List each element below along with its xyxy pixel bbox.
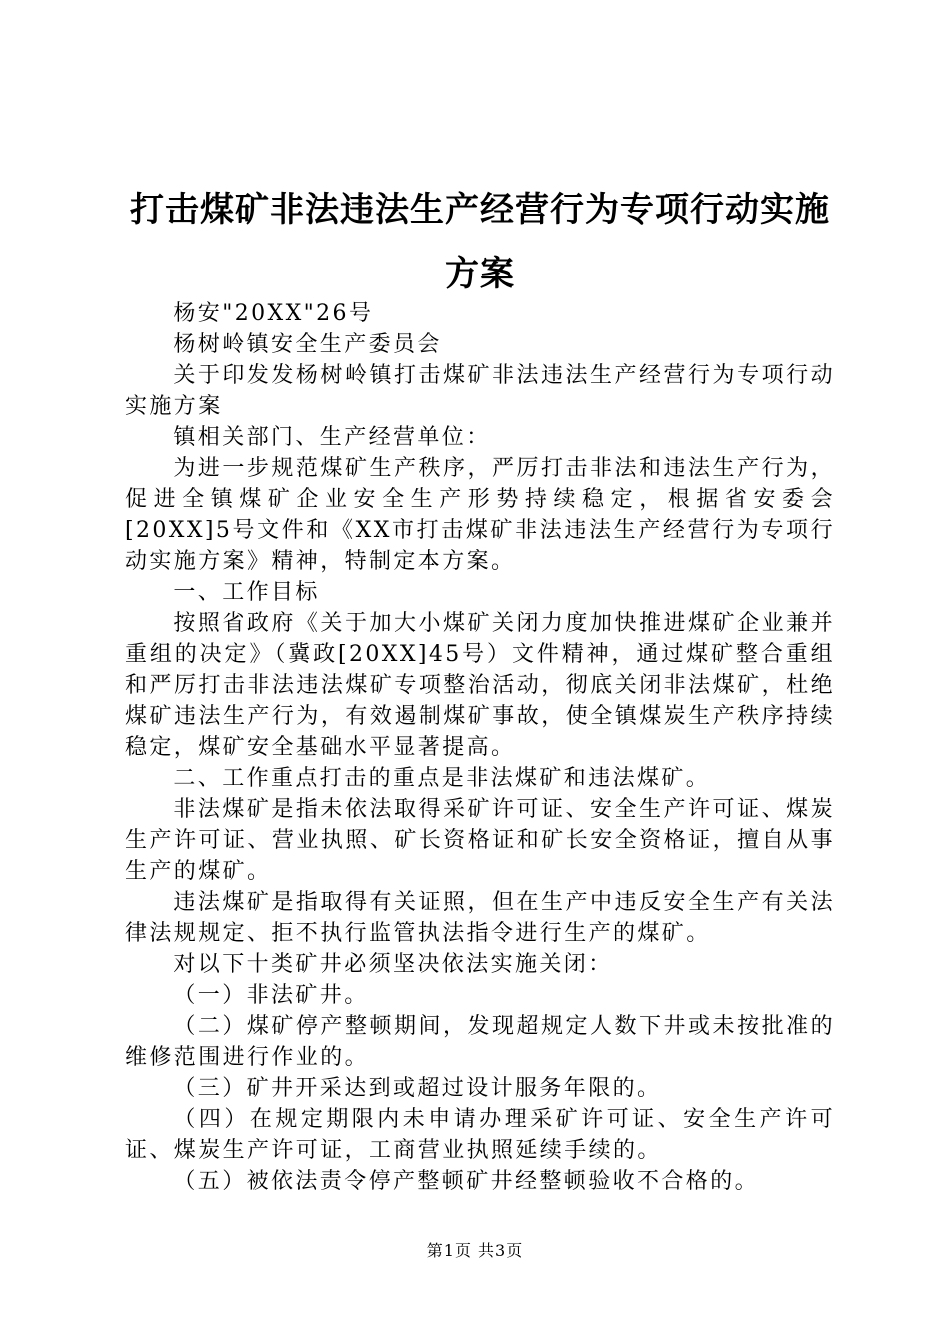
issuing-committee: 杨树岭镇安全生产委员会 bbox=[173, 332, 442, 357]
recipients: 镇相关部门、生产经营单位： bbox=[173, 425, 491, 450]
violating-mine-definition: 违法煤矿是指取得有关证照，但在生产中违反安全生产有关法律法规规定、拒不执行监管执法指令进行生产的煤矿。 bbox=[125, 890, 835, 946]
section-heading-goals: 一、工作目标 bbox=[173, 580, 320, 605]
page-footer: 第1页 共3页 bbox=[426, 1241, 524, 1260]
doc-number: 杨安"20XX"26号 bbox=[173, 301, 374, 326]
document-title: 打击煤矿非法违法生产经营行为专项行动实施方案 bbox=[130, 190, 830, 294]
illegal-mine-definition: 非法煤矿是指未依法取得采矿许可证、安全生产许可证、煤炭生产许可证、营业执照、矿长资格证和矿长安全资格证，擅自从事生产的煤矿。 bbox=[125, 797, 835, 884]
document-body bbox=[125, 298, 835, 1197]
closure-item-3: （三）矿井开采达到或超过设计服务年限的。 bbox=[173, 1076, 662, 1101]
closure-item-1: （一）非法矿井。 bbox=[173, 983, 369, 1008]
closure-item-5: （五）被依法责令停产整顿矿井经整顿验收不合格的。 bbox=[173, 1169, 759, 1194]
goals-paragraph: 按照省政府《关于加大小煤矿关闭力度加快推进煤矿企业兼并重组的决定》（冀政[20XX]45号）文件精神，通过煤矿整合重组和严厉打击非法违法煤矿专项整治活动，彻底关闭非法煤矿，杜绝煤矿违法生产行为，有效遏制煤矿事故，使全镇煤炭生产秩序持续稳定，煤矿安全基础水平显著提高。 bbox=[125, 611, 835, 760]
notice-subject: 关于印发发杨树岭镇打击煤矿非法违法生产经营行为专项行动实施方案 bbox=[125, 363, 835, 419]
closure-intro: 对以下十类矿井必须坚决依法实施关闭： bbox=[173, 952, 613, 977]
closure-item-4: （四）在规定期限内未申请办理采矿许可证、安全生产许可证、煤炭生产许可证，工商营业执照延续手续的。 bbox=[125, 1107, 835, 1163]
closure-item-2: （二）煤矿停产整顿期间，发现超规定人数下井或未按批准的维修范围进行作业的。 bbox=[125, 1014, 835, 1070]
section-heading-focus: 二、工作重点打击的重点是非法煤矿和违法煤矿。 bbox=[173, 766, 711, 791]
intro-paragraph: 为进一步规范煤矿生产秩序，严厉打击非法和违法生产行为，促进全镇煤矿企业安全生产形势持续稳定，根据省安委会[20XX]5号文件和《XX市打击煤矿非法违法生产经营行为专项行动实施方案》精神，特制定本方案。 bbox=[125, 456, 835, 574]
